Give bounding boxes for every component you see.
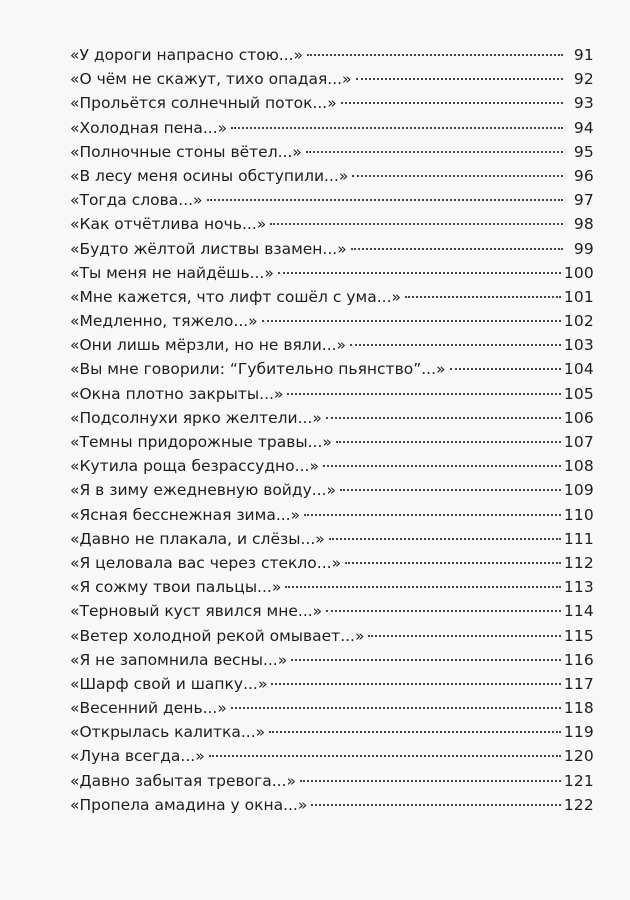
toc-entry-title: «Я в зиму ежедневную войду...» (70, 481, 337, 500)
toc-page-number: 104 (563, 360, 594, 379)
toc-entry (70, 91, 594, 115)
toc-entry (70, 116, 594, 140)
toc-entry (70, 720, 594, 744)
toc-page-number: 112 (563, 553, 594, 572)
dot-leader (450, 368, 561, 370)
toc-page-number: 95 (573, 142, 594, 161)
toc-entry-title: «Прольётся солнечный поток...» (70, 94, 337, 113)
toc-page-number: 122 (563, 795, 594, 814)
toc-page-number: 94 (573, 118, 594, 137)
toc-page-number: 93 (573, 94, 594, 113)
toc-entry-title: «Ясная бесснежная зима...» (70, 505, 301, 524)
toc-entry-title: «Я сожму твои пальцы...» (70, 578, 282, 597)
toc-entry-title: «Шарф свой и шапку...» (70, 674, 268, 693)
toc-page-number: 115 (563, 626, 594, 645)
dot-leader (306, 151, 563, 153)
toc-page-number: 119 (563, 723, 594, 742)
dot-leader (356, 78, 563, 80)
dot-leader (336, 441, 561, 443)
toc-entry (70, 575, 594, 599)
dot-leader (340, 489, 561, 491)
dot-leader (262, 320, 561, 322)
toc-entry (70, 503, 594, 527)
toc-entry-title: «О чём не скажут, тихо опадая...» (70, 70, 352, 89)
toc-entry-title: «Холодная пена...» (70, 118, 228, 137)
table-of-contents (70, 43, 594, 817)
toc-page-number: 103 (563, 336, 594, 355)
toc-entry-title: «Полночные стоны вётел...» (70, 142, 302, 161)
toc-entry (70, 527, 594, 551)
toc-entry (70, 696, 594, 720)
dot-leader (285, 586, 560, 588)
toc-entry (70, 430, 594, 454)
toc-entry-title: «Как отчётлива ночь...» (70, 215, 267, 234)
toc-entry (70, 406, 594, 430)
dot-leader (405, 296, 561, 298)
toc-entry (70, 793, 594, 817)
toc-page-number: 99 (573, 239, 594, 258)
toc-entry-title: «Ты меня не найдёшь...» (70, 263, 274, 282)
toc-entry-title: «Пропела амадина у окна...» (70, 795, 308, 814)
toc-entry (70, 309, 594, 333)
toc-entry-title: «Луна всегда...» (70, 747, 205, 766)
toc-page-number: 120 (563, 747, 594, 766)
dot-leader (209, 755, 561, 757)
toc-entry-title: «Подсолнухи ярко желтели...» (70, 408, 322, 427)
toc-page-number: 108 (563, 457, 594, 476)
dot-leader (329, 538, 561, 540)
toc-entry (70, 164, 594, 188)
toc-entry (70, 212, 594, 236)
toc-page-number: 121 (563, 771, 594, 790)
toc-page-number: 117 (563, 674, 594, 693)
toc-entry-title: «Давно забытая тревога...» (70, 771, 297, 790)
toc-page-number: 107 (563, 433, 594, 451)
dot-leader (311, 804, 560, 806)
toc-page-number: 116 (563, 650, 594, 669)
dot-leader (326, 417, 561, 419)
toc-entry (70, 67, 594, 91)
dot-leader (287, 393, 560, 395)
toc-entry (70, 454, 594, 478)
toc-entry (70, 551, 594, 575)
dot-leader (307, 54, 563, 56)
toc-page-number: 110 (563, 505, 594, 524)
toc-page-number: 91 (573, 46, 594, 64)
toc-entry-title: «Я не запомнила весны...» (70, 650, 288, 669)
toc-entry (70, 769, 594, 793)
dot-leader (323, 465, 561, 467)
toc-entry-title: «Я целовала вас через стекло...» (70, 553, 342, 572)
toc-entry-title: «Давно не плакала, и слёзы...» (70, 529, 325, 548)
toc-entry-title: «Окна плотно закрыты...» (70, 384, 284, 403)
toc-entry-title: «Терновый куст явился мне...» (70, 602, 323, 621)
toc-page-number: 111 (563, 529, 594, 548)
toc-entry-title: «Вы мне говорили: “Губительно пьянство”...» (70, 360, 446, 379)
toc-page-number: 118 (563, 699, 594, 718)
toc-entry-title: «Тогда слова...» (70, 191, 203, 210)
toc-entry-title: «Весенний день...» (70, 699, 227, 718)
toc-entry-title: «У дороги напрасно стою...» (70, 46, 304, 64)
toc-entry (70, 188, 594, 212)
dot-leader (368, 635, 560, 637)
toc-page-number: 114 (563, 602, 594, 621)
toc-entry (70, 357, 594, 381)
toc-entry (70, 382, 594, 406)
toc-page-number: 106 (563, 408, 594, 427)
toc-entry (70, 237, 594, 261)
dot-leader (271, 683, 560, 685)
toc-entry (70, 478, 594, 502)
dot-leader (231, 707, 561, 709)
dot-leader (270, 223, 563, 225)
toc-page-number: 105 (563, 384, 594, 403)
toc-page-number: 98 (573, 215, 594, 234)
toc-entry-title: «Они лишь мёрзли, но не вяли...» (70, 336, 347, 355)
toc-entry-title: «В лесу меня осины обступили...» (70, 166, 349, 185)
toc-entry-title: «Ветер холодной рекой омывает...» (70, 626, 365, 645)
dot-leader (351, 248, 563, 250)
toc-entry (70, 285, 594, 309)
toc-entry-title: «Медленно, тяжело...» (70, 312, 258, 331)
toc-page-number: 92 (573, 70, 594, 89)
toc-entry (70, 599, 594, 623)
toc-entry (70, 333, 594, 357)
dot-leader (352, 175, 563, 177)
toc-entry (70, 744, 594, 768)
dot-leader (350, 344, 561, 346)
dot-leader (278, 272, 561, 274)
toc-entry-title: «Мне кажется, что лифт сошёл с ума...» (70, 287, 401, 306)
toc-page-number: 113 (563, 578, 594, 597)
dot-leader (341, 102, 563, 104)
toc-page-number: 102 (563, 312, 594, 331)
toc-entry (70, 648, 594, 672)
toc-entry (70, 672, 594, 696)
toc-page-number: 109 (563, 481, 594, 500)
dot-leader (326, 610, 561, 612)
toc-entry-title: «Будто жёлтой листвы взамен...» (70, 239, 347, 258)
toc-entry-title: «Открылась калитка...» (70, 723, 266, 742)
dot-leader (207, 199, 563, 201)
toc-page-number: 101 (563, 287, 594, 306)
toc-entry (70, 140, 594, 164)
dot-leader (269, 731, 561, 733)
toc-entry-title: «Темны придорожные травы...» (70, 433, 332, 451)
toc-page-number: 96 (573, 166, 594, 185)
dot-leader (231, 127, 563, 129)
toc-entry (70, 43, 594, 67)
toc-entry (70, 261, 594, 285)
toc-entry-title: «Кутила роща безрассудно...» (70, 457, 319, 476)
dot-leader (345, 562, 561, 564)
dot-leader (291, 659, 561, 661)
toc-page-number: 100 (563, 263, 594, 282)
toc-page-number: 97 (573, 191, 594, 210)
dot-leader (300, 780, 561, 782)
dot-leader (304, 514, 561, 516)
toc-entry (70, 624, 594, 648)
